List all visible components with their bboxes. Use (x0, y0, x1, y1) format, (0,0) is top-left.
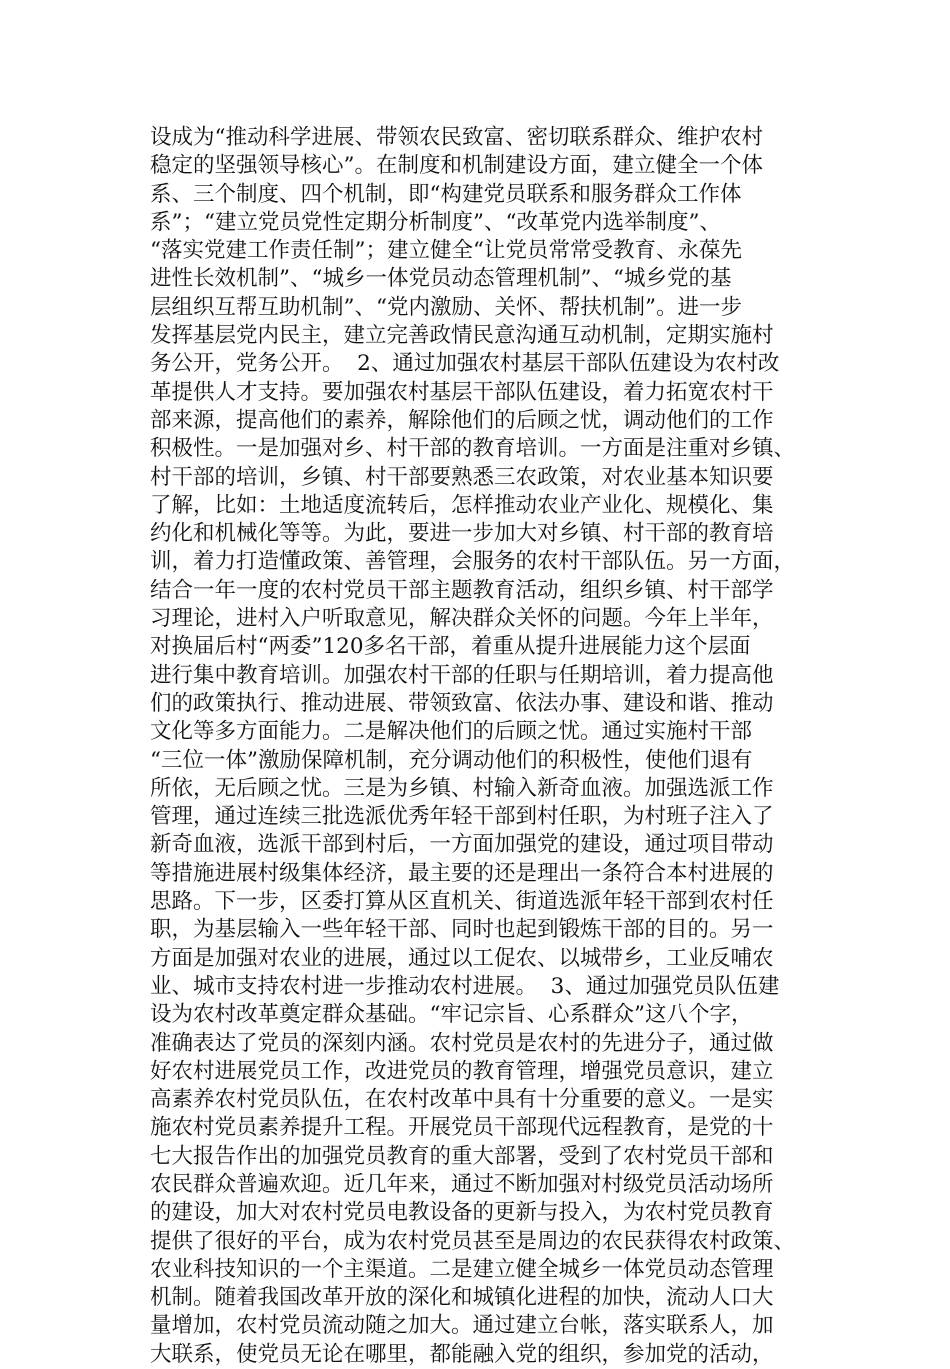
text-line: 好农村进展党员工作，改进党员的教育管理，增强党员意识，建立 (150, 1058, 774, 1084)
text-line: 提供了很好的平台，成为农村党员甚至是周边的农民获得农村政策、 (150, 1228, 796, 1254)
text-line: 对换届后村“两委”120多名干部，着重从提升进展能力这个层面 (150, 634, 751, 660)
text-line: 村干部的培训，乡镇、村干部要熟悉三农政策，对农业基本知识要 (150, 464, 774, 490)
text-line: 训，着力打造懂政策、善管理，会服务的农村干部队伍。另一方面， (150, 549, 796, 575)
text-line: 新奇血液，选派干部到村后，一方面加强党的建设，通过项目带动 (150, 832, 774, 858)
text-line: 设为农村改革奠定群众基础。“牢记宗旨、心系群众”这八个字， (150, 1002, 753, 1028)
text-line: 业、城市支持农村进一步推动农村进展。 3、通过加强党员队伍建 (150, 973, 780, 999)
text-line: 所依，无后顾之忧。三是为乡镇、村输入新奇血液。加强选派工作 (150, 775, 774, 801)
text-line: 高素养农村党员队伍，在农村改革中具有十分重要的意义。一是实 (150, 1087, 774, 1113)
text-line: 设成为“推动科学进展、带领农民致富、密切联系群众、维护农村 (150, 125, 763, 150)
text-line: 系、三个制度、四个机制，即“构建党员联系和服务群众工作体 (150, 181, 742, 207)
text-line: 部来源，提高他们的素养，解除他们的后顾之忧，调动他们的工作 (150, 407, 774, 433)
text-line: 农业科技知识的一个主渠道。二是建立健全城乡一体党员动态管理 (150, 1256, 774, 1282)
text-line: “三位一体”激励保障机制，充分调动他们的积极性，使他们退有 (150, 747, 753, 773)
text-line: 大联系，使党员无论在哪里，都能融入党的组织，参加党的活动， (150, 1341, 774, 1367)
text-line: 管理，通过连续三批选派优秀年轻干部到村任职，为村班子注入了 (150, 804, 774, 830)
text-line: 发挥基层党内民主，建立完善政情民意沟通互动机制，定期实施村 (150, 323, 774, 349)
text-line: 习理论，进村入户听取意见，解决群众关怀的问题。今年上半年， (150, 606, 774, 632)
text-line: 机制。随着我国改革开放的深化和城镇化进程的加快，流动人口大 (150, 1285, 774, 1311)
text-line: 等措施进展村级集体经济，最主要的还是理出一条符合本村进展的 (150, 860, 774, 886)
body-text (150, 124, 830, 1369)
text-line: 层组织互帮互助机制”、“党内激励、关怀、帮扶机制”。进一步 (150, 294, 742, 320)
text-line: 方面是加强对农业的进展，通过以工促农、以城带乡，工业反哺农 (150, 945, 774, 971)
text-line: 进性长效机制”、“城乡一体党员动态管理机制”、“城乡党的基 (150, 266, 732, 292)
text-line: 结合一年一度的农村党员干部主题教育活动，组织乡镇、村干部学 (150, 577, 774, 603)
text-line: 进行集中教育培训。加强农村干部的任职与任期培训，着力提高他 (150, 662, 774, 688)
text-line: “落实党建工作责任制”；建立健全“让党员常常受教育、永葆先 (150, 238, 742, 264)
text-line: 职，为基层输入一些年轻干部、同时也起到锻炼干部的目的。另一 (150, 917, 774, 943)
text-line: 积极性。一是加强对乡、村干部的教育培训。一方面是注重对乡镇、 (150, 436, 796, 462)
text-line: 量增加，农村党员流动随之加大。通过建立台帐，落实联系人，加 (150, 1313, 774, 1339)
text-line: 七大报告作出的加强党员教育的重大部署，受到了农村党员干部和 (150, 1143, 774, 1169)
text-line: 的建设，加大对农村党员电教设备的更新与投入，为农村党员教育 (150, 1200, 774, 1226)
text-line: 准确表达了党员的深刻内涵。农村党员是农村的先进分子，通过做 (150, 1030, 774, 1056)
text-line: 了解，比如：土地适度流转后，怎样推动农业产业化、规模化、集 (150, 492, 774, 518)
text-line: 系”；“建立党员党性定期分析制度”、“改革党内选举制度”、 (150, 209, 721, 235)
text-line: 约化和机械化等等。为此，要进一步加大对乡镇、村干部的教育培 (150, 521, 774, 547)
text-line: 们的政策执行、推动进展、带领致富、依法办事、建设和谐、推动 (150, 690, 774, 716)
text-line: 务公开，党务公开。 2、通过加强农村基层干部队伍建设为农村改 (150, 351, 780, 377)
text-line: 革提供人才支持。要加强农村基层干部队伍建设，着力拓宽农村干 (150, 379, 774, 405)
text-line: 施农村党员素养提升工程。开展党员干部现代远程教育，是党的十 (150, 1115, 774, 1141)
text-line: 稳定的坚强领导核心”。在制度和机制建设方面，建立健全一个体 (150, 153, 763, 179)
text-line: 思路。下一步，区委打算从区直机关、街道选派年轻干部到农村任 (150, 889, 774, 915)
text-line: 文化等多方面能力。二是解决他们的后顾之忧。通过实施村干部 (150, 719, 753, 745)
text-line: 农民群众普遍欢迎。近几年来，通过不断加强对村级党员活动场所 (150, 1171, 774, 1197)
